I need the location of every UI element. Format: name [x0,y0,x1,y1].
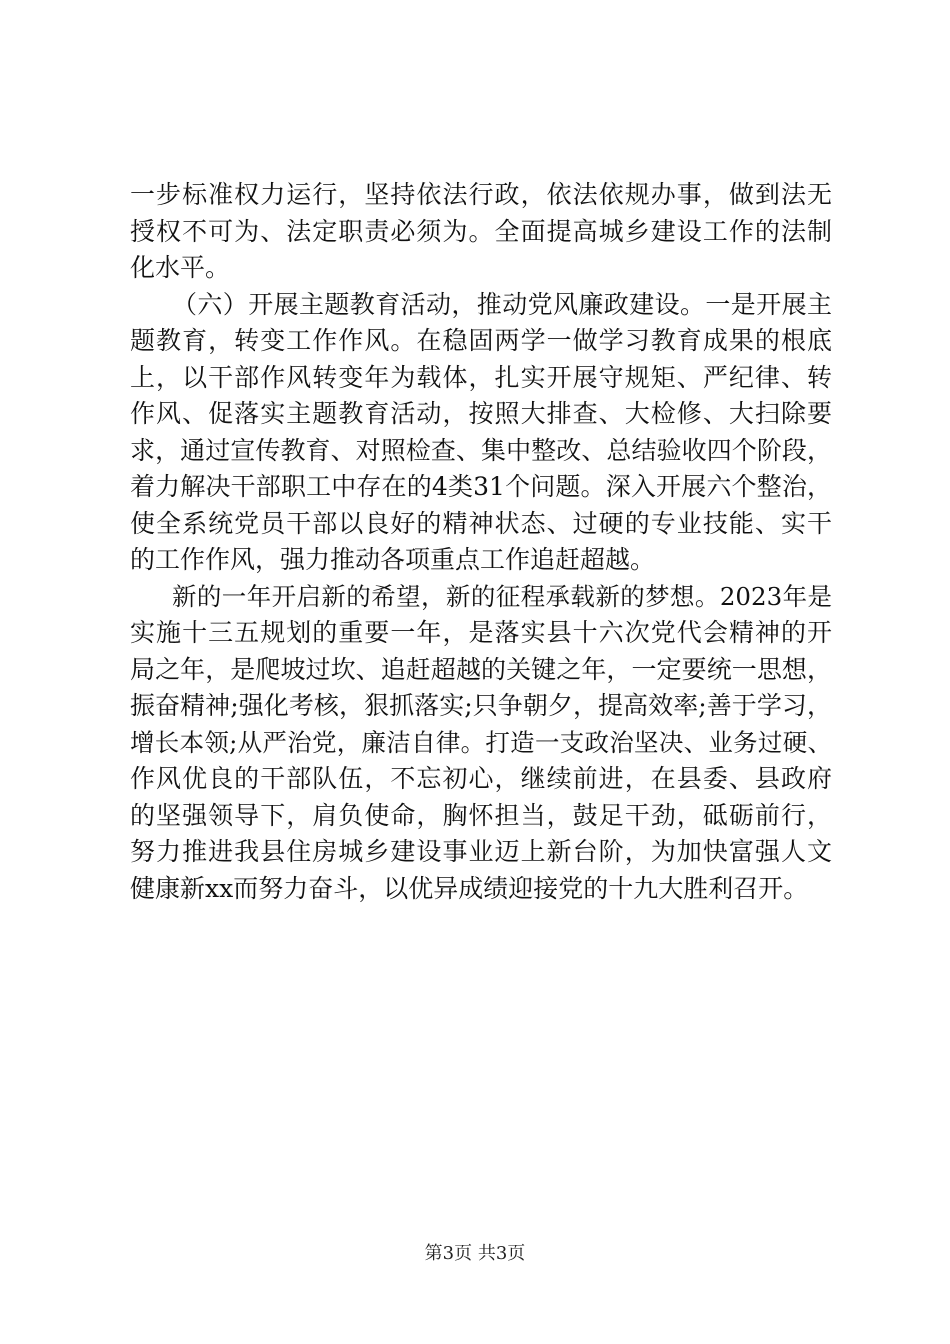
paragraph-3-line-8: 努力推进我县住房城乡建设事业迈上新台阶，为加快富强人文 [130,837,832,866]
paragraph-3-line-2: 实施十三五规划的重要一年，是落实县十六次党代会精神的开 [130,618,832,647]
paragraph-3-line-4: 振奋精神;强化考核，狠抓落实;只争朝夕，提高效率;善于学习， [130,691,832,720]
paragraph-3-line-5: 增长本领;从严治党，廉洁自律。打造一支政治坚决、业务过硬、 [130,727,832,757]
paragraph-3-line-9: 健康新xx而努力奋斗，以优异成绩迎接党的十九大胜利召开。 [130,873,809,903]
paragraph-2-line-2: 题教育，转变工作作风。在稳固两学一做学习教育成果的根底 [130,326,832,355]
paragraph-2-line-5: 求，通过宣传教育、对照检查、集中整改、总结验收四个阶段， [130,435,832,465]
paragraph-2-line-4: 作风、促落实主题教育活动，按照大排查、大检修、大扫除要 [130,399,832,428]
paragraph-2-line-1: （六）开展主题教育活动，推动党风廉政建设。一是开展主 [172,289,832,319]
paragraph-3-line-6: 作风优良的干部队伍，不忘初心，继续前进，在县委、县政府 [130,764,832,793]
paragraph-3-line-1: 新的一年开启新的希望，新的征程承载新的梦想。2023年是 [172,581,832,611]
paragraph-2-line-6: 着力解决干部职工中存在的4类31个问题。深入开展六个整治， [130,472,832,501]
paragraph-2-line-3: 上，以干部作风转变年为载体，扎实开展守规矩、严纪律、转 [130,362,832,392]
paragraph-1-line-3: 化水平。 [130,253,231,282]
paragraph-1-line-1: 一步标准权力运行，坚持依法行政，依法依规办事，做到法无 [130,180,832,209]
document-body [130,177,832,907]
page-footer: 第3页 共3页 [424,1243,526,1264]
paragraph-3-line-7: 的坚强领导下，肩负使命，胸怀担当，鼓足干劲，砥砺前行， [130,800,832,830]
paragraph-2-line-8: 的工作作风，强力推动各项重点工作追赶超越。 [130,545,656,574]
paragraph-3-line-3: 局之年，是爬坡过坎、追赶超越的关键之年，一定要统一思想， [130,654,832,684]
paragraph-1-line-2: 授权不可为、法定职责必须为。全面提高城乡建设工作的法制 [130,216,832,246]
paragraph-2-line-7: 使全系统党员干部以良好的精神状态、过硬的专业技能、实干 [130,508,832,538]
